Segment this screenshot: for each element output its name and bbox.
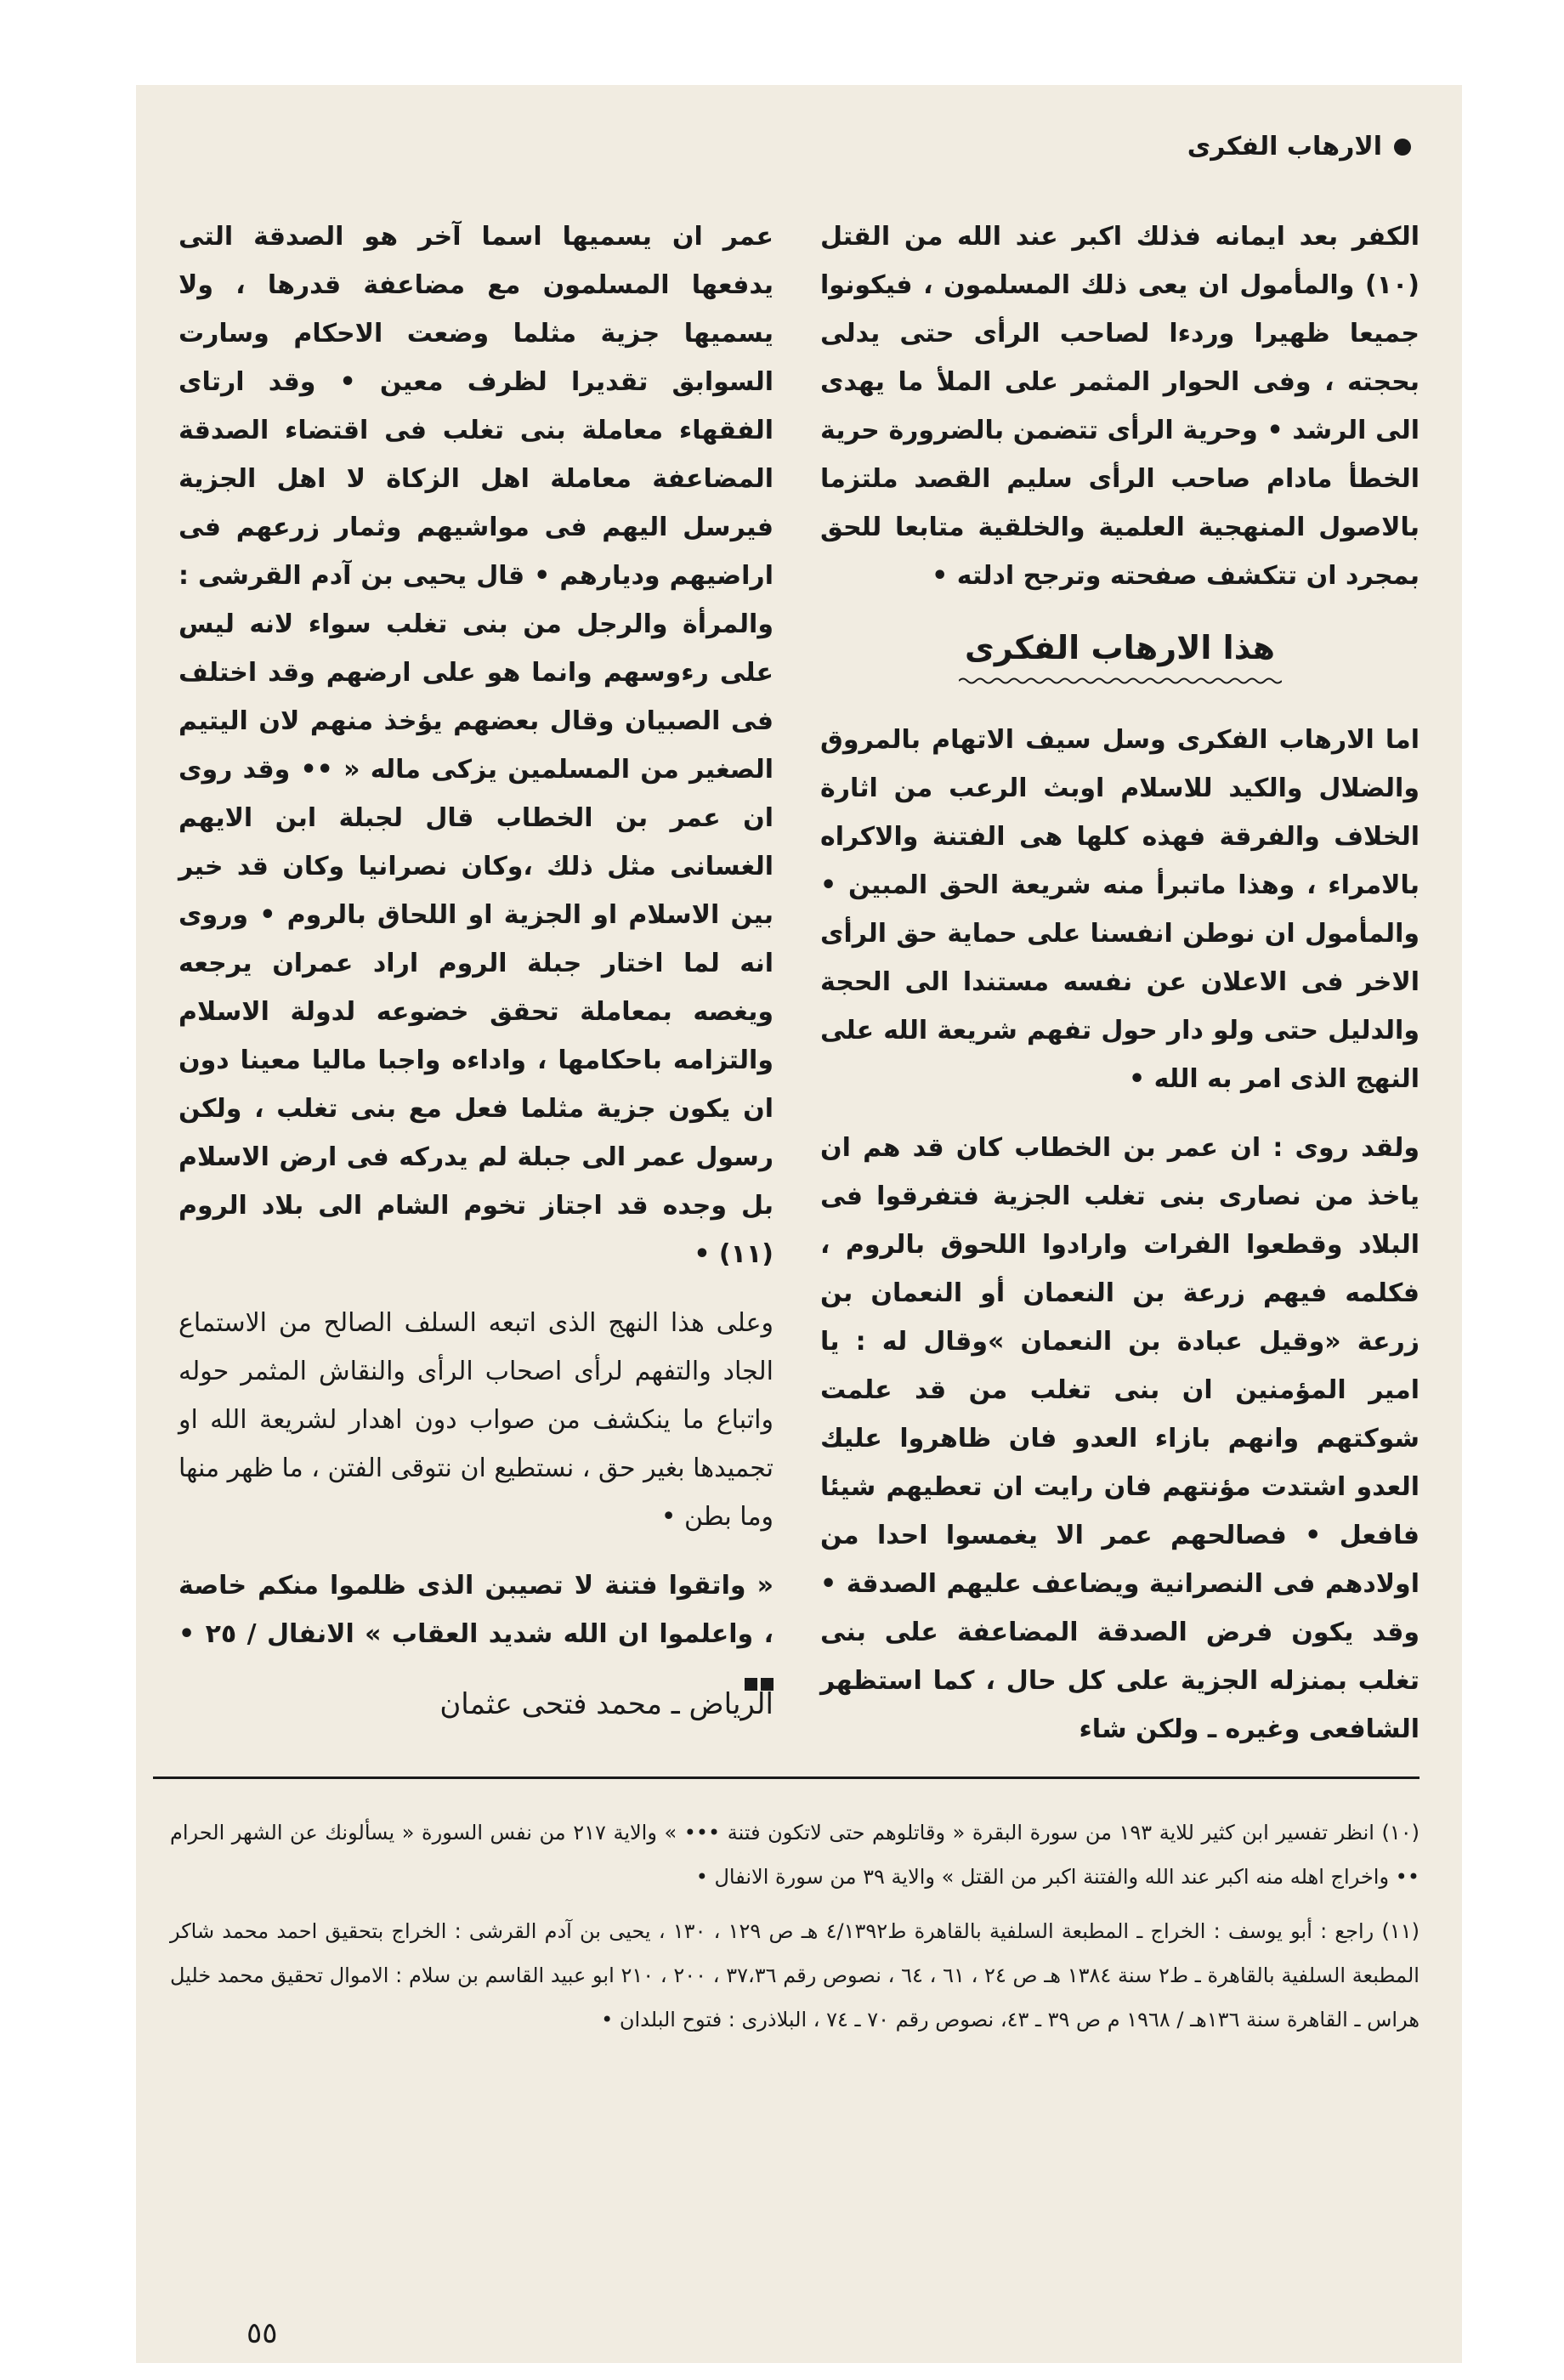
author-signature: الرياض ـ محمد فتحى عثمان <box>439 1687 774 1721</box>
footnote-10: (١٠) انظر تفسير ابن كثير للاية ١٩٣ من سورة البقرة « وقاتلوهم حتى لاتكون فتنة ••• » والاية ٢١٧ من نفس السورة « يسألونك عن الشهر الحرام •• واخراج اهله منه اكبر عند الله والفتنة اكبر من القتل » والاية ٣٩ من سورة الانفال • <box>170 1821 1420 1889</box>
section-title: هذا الارهاب الفكرى <box>965 629 1275 666</box>
paragraph: اما الارهاب الفكرى وسل سيف الاتهام بالمروق والضلال والكيد للاسلام اوبث الرعب من اثارة الخلاف والفرقة فهذه كلها هى الفتنة والاكراه بالامراء ، وهذا ماتبرأ منه شريعة الحق المبين • والمأمول ان نوطن انفسنا على حماية حق الرأى الاخر فى الاعلان عن نفسه مستندا الى الحجة والدليل حتى ولو دار حول تفهم شريعة الله على النهج الذى امر به الله • <box>820 725 1420 1094</box>
magazine-page <box>136 85 1462 2363</box>
paragraph: وعلى هذا النهج الذى اتبعه السلف الصالح من الاستماع الجاد والتفهم لرأى اصحاب الرأى والنقاش المثمر حوله واتباع ما ينكشف من صواب دون اهدار لشريعة الله او تجميدها بغير حق ، نستطيع ان نتوقى الفتن ، ما ظهر منها وما بطن • <box>178 1308 774 1532</box>
bullet-icon <box>1394 139 1411 156</box>
right-column <box>820 212 1420 1774</box>
page-number: ٥٥ <box>246 2316 278 2350</box>
footnote-11: (١١) راجع : أبو يوسف : الخراج ـ المطبعة السلفية بالقاهرة ط٤/١٣٩٢ هـ ص ١٢٩ ، ١٣٠ ، يحيى بن آدم القرشى : الخراج بتحقيق احمد محمد شاكر المطبعة السلفية بالقاهرة ـ ط٢ سنة ١٣٨٤ هـ ص ٢٤ ، ٦١ ، ٦٤ ، نصوص رقم ٣٧،٣٦ ، ٢٠٠ ، ٢١٠ ابو عبيد القاسم بن سلام : الاموال تحقيق محمد خليل هراس ـ القاهرة سنة ١٣٦هـ / ١٩٦٨ م ص ٣٩ ـ ٤٣، نصوص رقم ٧٠ ـ ٧٤ ، البلاذرى : فتوح البلدان • <box>170 1919 1420 2032</box>
running-head <box>1187 132 1411 162</box>
footnote-divider <box>153 1776 1420 1779</box>
paragraph: الكفر بعد ايمانه فذلك اكبر عند الله من القتل (١٠) والمأمول ان يعى ذلك المسلمون ، فيكونوا جميعا ظهيرا وردءا لصاحب الرأى حتى يدلى بحجته ، وفى الحوار المثمر على الملأ ما يهدى الى الرشد • وحرية الرأى تتضمن بالضرورة حرية الخطأ مادام صاحب الرأى سليم القصد ملتزما بالاصول المنهجية العلمية والخلقية متابعا للحق بمجرد ان تتكشف صفحته وترجح ادلته • <box>820 222 1420 591</box>
left-column <box>178 212 774 1727</box>
quote-text: « واتقوا فتنة لا تصيبن الذى ظلموا منكم خاصة ، واعلموا ان الله شديد العقاب » الانفال / ٢٥ • <box>178 1571 774 1649</box>
running-title: الارهاب الفكرى <box>1187 132 1382 162</box>
footnotes <box>170 1810 1420 2052</box>
paragraph: عمر ان يسميها اسما آخر هو الصدقة التى يدفعها المسلمون مع مضاعفة قدرها ، ولا يسميها جزية مثلما وضعت الاحكام وسارت السوابق تقديرا لظرف معين • وقد ارتاى الفقهاء معاملة بنى تغلب فى اقتضاء الصدقة المضاعفة معاملة اهل الزكاة لا اهل الجزية فيرسل اليهم فى مواشيهم وثمار زرعهم فى اراضيهم وديارهم • قال يحيى بن آدم القرشى : والمرأة والرجل من بنى تغلب سواء لانه ليس على رءوسهم وانما هو على ارضهم وقد اختلف فى الصبيان وقال بعضهم يؤخذ منهم لان اليتيم الصغير من المسلمين يزكى ماله « •• وقد روى ان عمر بن الخطاب قال لجبلة ابن الايهم الغسانى مثل ذلك ،وكان نصرانيا وكان قد خير بين الاسلام او الجزية او اللحاق بالروم • وروى انه لما اختار جبلة الروم اراد عمران يرجعه ويغصه بمعاملة تحقق خضوعه لدولة الاسلام والتزامه باحكامها ، واداءه واجبا ماليا معينا دون ان يكون جزية مثلما فعل مع بنى تغلب ، ولكن رسول عمر الى جبلة لم يدركه فى ارض الاسلام بل وجده قد اجتاز تخوم الشام الى بلاد الروم (١١) • <box>178 222 774 1269</box>
wavy-underline-icon <box>959 675 1282 687</box>
section-heading <box>820 620 1420 687</box>
paragraph: ولقد روى : ان عمر بن الخطاب كان قد هم ان ياخذ من نصارى بنى تغلب الجزية فتفرقوا فى البلاد وقطعوا الفرات وارادوا اللحوق بالروم ، فكلمه فيهم زرعة بن النعمان أو النعمان بن زرعة «وقيل عبادة بن النعمان »وقال له : يا امير المؤمنين ان بنى تغلب من قد علمت شوكتهم وانهم بازاء العدو فان ظاهروا عليك العدو اشتدت مؤنتهم فان رايت ان تعطيهم شيئا فافعل • فصالحهم عمر الا يغمسوا احدا من اولادهم فى النصرانية ويضاعف عليهم الصدقة • وقد يكون فرض الصدقة المضاعفة على بنى تغلب بمنزله الجزية على كل حال ، كما استظهر الشافعى وغيره ـ ولكن شاء <box>820 1133 1420 1744</box>
